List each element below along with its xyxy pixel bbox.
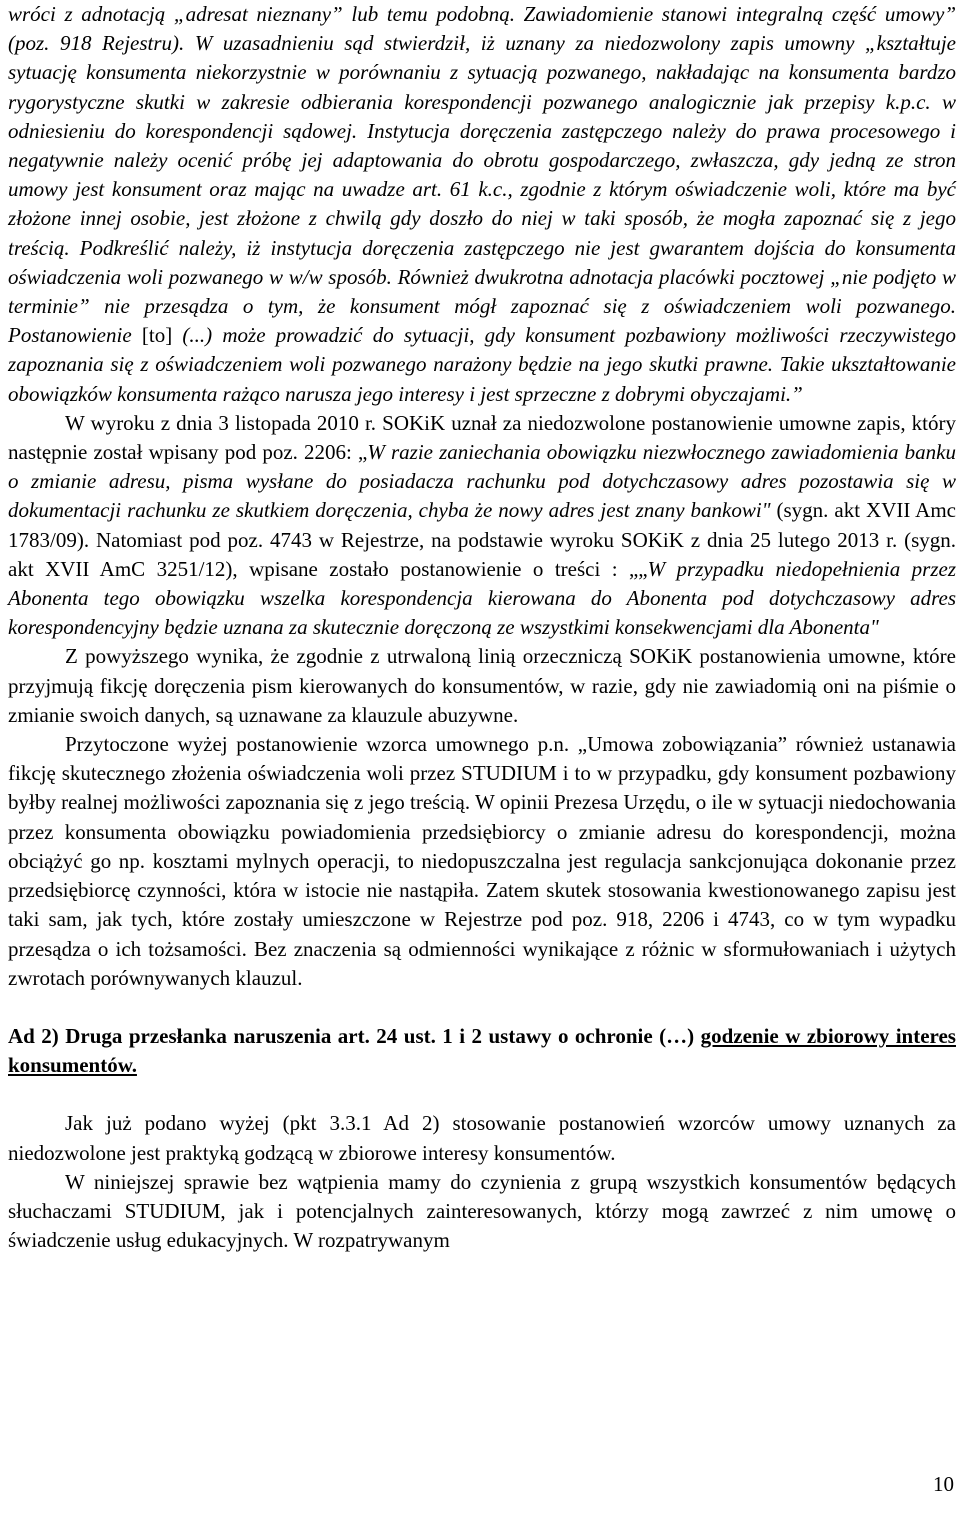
text-run: (...) może prowadzić do sytuacji, gdy konsument pozbawiony możliwości rzeczywistego zapoznania się z oświadczeniem woli pozwanego narażony będzie na jego skutki prawne. Takie ukształtowanie obowiązków konsumenta rażąco narusza jego interesy i jest sprzeczne z dobrymi obyczajami.”	[8, 323, 957, 406]
section-heading	[8, 1022, 956, 1080]
document-page	[8, 0, 956, 1255]
page-number: 10	[933, 1472, 954, 1496]
text-run: wróci z adnotacją „adresat nieznany” lub temu podobną. Zawiadomienie stanowi integralną część umowy” (poz. 918 Rejestru). W uzasadnieniu sąd stwierdził, iż uznany za niedozwolony zapis umowny „	[8, 2, 956, 56]
paragraph-consumers: W niniejszej sprawie bez wątpienia mamy do czynienia z grupą wszystkich konsumentów będących słuchaczami STUDIUM, jak i potencjalnych zainteresowanych, którzy mogą zawrzeć z nim umowę o świadczenie usług edukacyjnych. W rozpatrywanym	[8, 1169, 956, 1253]
paragraph-judgment-2010	[8, 409, 956, 643]
text-run: W wyroku z dnia 3 listopada 2010 r. SOKiK uznał za niedozwolone postanowienie umowne zapis, który następnie został wpisany pod poz. 2206: „	[8, 410, 956, 465]
paragraph-quote-continuation	[8, 0, 956, 409]
paragraph-practice: Jak już podano wyżej (pkt 3.3.1 Ad 2) stosowanie postanowień wzorców umowy uznanych za niedozwolone jest praktyką godzącą w zbiorowe interesy konsumentów.	[8, 1111, 956, 1165]
text-run: (sygn. akt XVII Amc 1783/09). Natomiast pod poz. 4743 w Rejestrze, na podstawie wyroku SOKiK z dnia 25 lutego 2013 r. (sygn. akt XVII AmC 3251/12), wpisane zostało postanowienie o treści : „„	[8, 498, 956, 581]
text-run: kształtuje sytuację konsumenta niekorzystnie w porównaniu z sytuacją pozwanego, nakładając na konsumenta bardzo rygorystyczne skutki w zakresie odbierania korespondencji pozwanego analogicznie jak przepisy k.p.c. w odniesieniu do korespondencji sądowej. Instytucja doręczenia zastępczego należy do prawa procesowego i negatywnie należy ocenić próbę jej adaptowania do obrotu gospodarczego, zwłaszcza, gdy jedną ze stron umowy jest konsument oraz mając na uwadze art. 61 k.c., zgodnie z którym oświadczenie woli, które ma być złożone innej osobie, jest złożone z chwilą gdy doszło do niej w taki sposób, że mogła zapoznać się z jego treścią. Podkreślić należy, iż instytucja doręczenia zastępczego nie jest gwarantem dojścia do konsumenta oświadczenia woli pozwanego w w/w sposób. Również dwukrotna adnotacja placówki pocztowej „nie podjęto w terminie” nie przesądza o tym, że konsument mógł zapoznać się z oświadczeniem woli pozwanego. Postanowienie	[8, 31, 956, 348]
text-run: W przypadku niedopełnienia przez Abonenta tego obowiązku wszelka korespondencja kierowana do Abonenta pod dotychczasowy adres korespondencyjny będzie uznana za skutecznie doręczoną ze wszystkimi konsekwencjami dla Abonenta"	[8, 556, 956, 640]
paragraph-conclusion: Z powyższego wynika, że zgodnie z utrwaloną linią orzeczniczą SOKiK postanowienia umowne, które przyjmują fikcję doręczenia pism kierowanych do konsumentów, w razie, gdy nie zawiadomią oni na piśmie o zmianie swoich danych, są uznawane za klauzule abuzywne.	[8, 644, 956, 727]
text-run: W razie zaniechania obowiązku niezwłocznego zawiadomienia banku o zmianie adresu, pisma wysłane do posiadacza rachunku pod dotychczasowy adres pozostawia się w dokumentacji rachunku ze skutkiem doręczenia, chyba że nowy adres jest znany bankowi"	[8, 440, 956, 523]
text-run: [to]	[141, 323, 183, 348]
paragraph-studium-clause: Przytoczone wyżej postanowienie wzorca umownego p.n. „Umowa zobowiązania” również ustanawia fikcję skutecznego złożenia oświadczenia woli przez STUDIUM i to w przypadku, gdy konsument pozbawiony byłby realnej możliwości zapoznania się z jego treścią. W opinii Prezesa Urzędu, o ile w sytuacji niedochowania przez konsumenta obowiązku powiadomienia przedsiębiorcy o zmianie adresu do korespondencji, można obciążyć go np. kosztami mylnych operacji, to niedopuszczalna jest regulacja sankcjonująca dokonanie przez przedsiębiorcę czynności, która w istocie nie nastąpiła. Zatem skutek stosowania kwestionowanego zapisu jest taki sam, jak tych, które zostały umieszczone w Rejestrze pod poz. 918, 2206 i 4743, co w tym wypadku przesądza o ich tożsamości. Bez znaczenia są odmienności wynikające z różnic w sformułowaniach i użytych zwrotach porównywanych klauzul.	[8, 732, 956, 990]
heading-text: Ad 2) Druga przesłanka naruszenia art. 24 ust. 1 i 2 ustawy o ochronie (…)	[8, 1023, 701, 1048]
heading-underlined-text: godzenie w zbiorowy interes konsumentów.	[8, 1023, 956, 1078]
